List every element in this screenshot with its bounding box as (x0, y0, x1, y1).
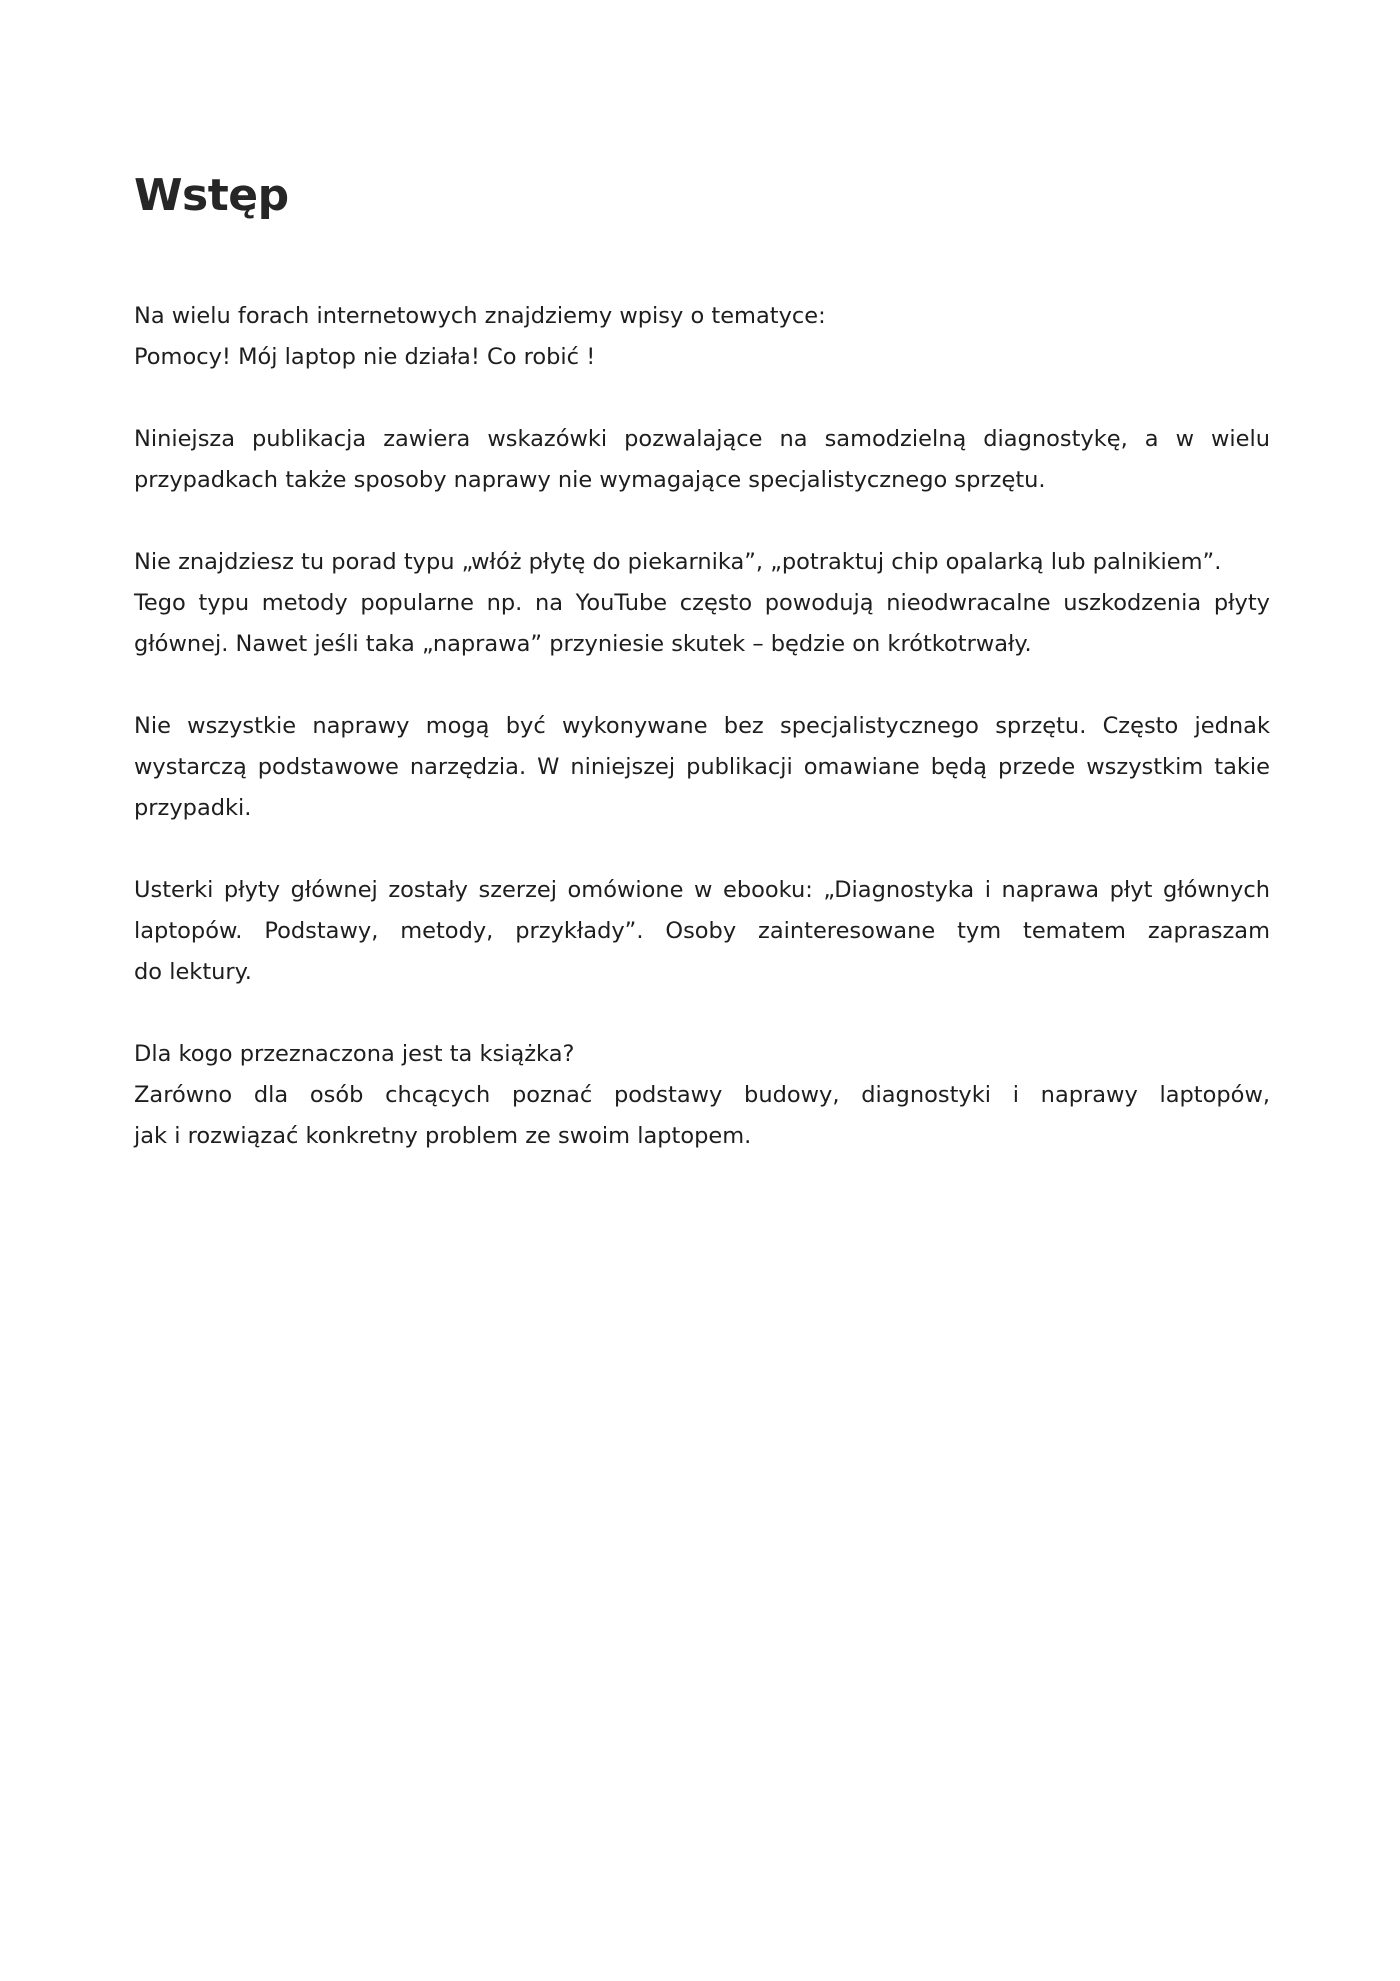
paragraph-no-oven-tips (134, 542, 1270, 665)
paragraph-forum-intro (134, 296, 1270, 378)
paragraph-line: laptopów. Podstawy, metody, przykłady”. Osoby zainteresowane tym tematem zapraszam (134, 918, 1270, 944)
paragraph-line: Na wielu forach internetowych znajdziemy wpisy o tematyce: (134, 303, 826, 329)
paragraph-line: Pomocy! Mój laptop nie działa! Co robić ! (134, 344, 596, 370)
paragraph-line: jak i rozwiązać konkretny problem ze swoim laptopem. (134, 1123, 752, 1149)
paragraph-line: przypadkach także sposoby naprawy nie wymagające specjalistycznego sprzętu. (134, 467, 1046, 493)
paragraph-line: wystarczą podstawowe narzędzia. W niniejszej publikacji omawiane będą przede wszystkim takie (134, 754, 1270, 780)
paragraph-publication-scope (134, 419, 1270, 501)
paragraph-line: głównej. Nawet jeśli taka „naprawa” przyniesie skutek – będzie on krótkotrwały. (134, 631, 1032, 657)
paragraph-ebook-reference (134, 870, 1270, 993)
paragraph-line: Dla kogo przeznaczona jest ta książka? (134, 1041, 575, 1067)
paragraph-line: Nie wszystkie naprawy mogą być wykonywane bez specjalistycznego sprzętu. Często jednak (134, 713, 1270, 739)
paragraph-line: Usterki płyty głównej zostały szerzej omówione w ebooku: „Diagnostyka i naprawa płyt głównych (134, 877, 1270, 903)
paragraph-line: do lektury. (134, 959, 252, 985)
paragraph-line: Zarówno dla osób chcących poznać podstawy budowy, diagnostyki i naprawy laptopów, (134, 1082, 1270, 1108)
paragraph-target-audience (134, 1034, 1270, 1157)
paragraph-basic-tools (134, 706, 1270, 829)
paragraph-line: Tego typu metody popularne np. na YouTube często powodują nieodwracalne uszkodzenia płyty (134, 590, 1270, 616)
paragraph-line: przypadki. (134, 795, 252, 821)
paragraph-line: Niniejsza publikacja zawiera wskazówki pozwalające na samodzielną diagnostykę, a w wielu (134, 426, 1270, 452)
page-title: Wstęp (134, 170, 289, 221)
paragraph-line: Nie znajdziesz tu porad typu „włóż płytę do piekarnika”, „potraktuj chip opalarką lub palnikiem”. (134, 549, 1222, 575)
body-text (134, 296, 1270, 1198)
